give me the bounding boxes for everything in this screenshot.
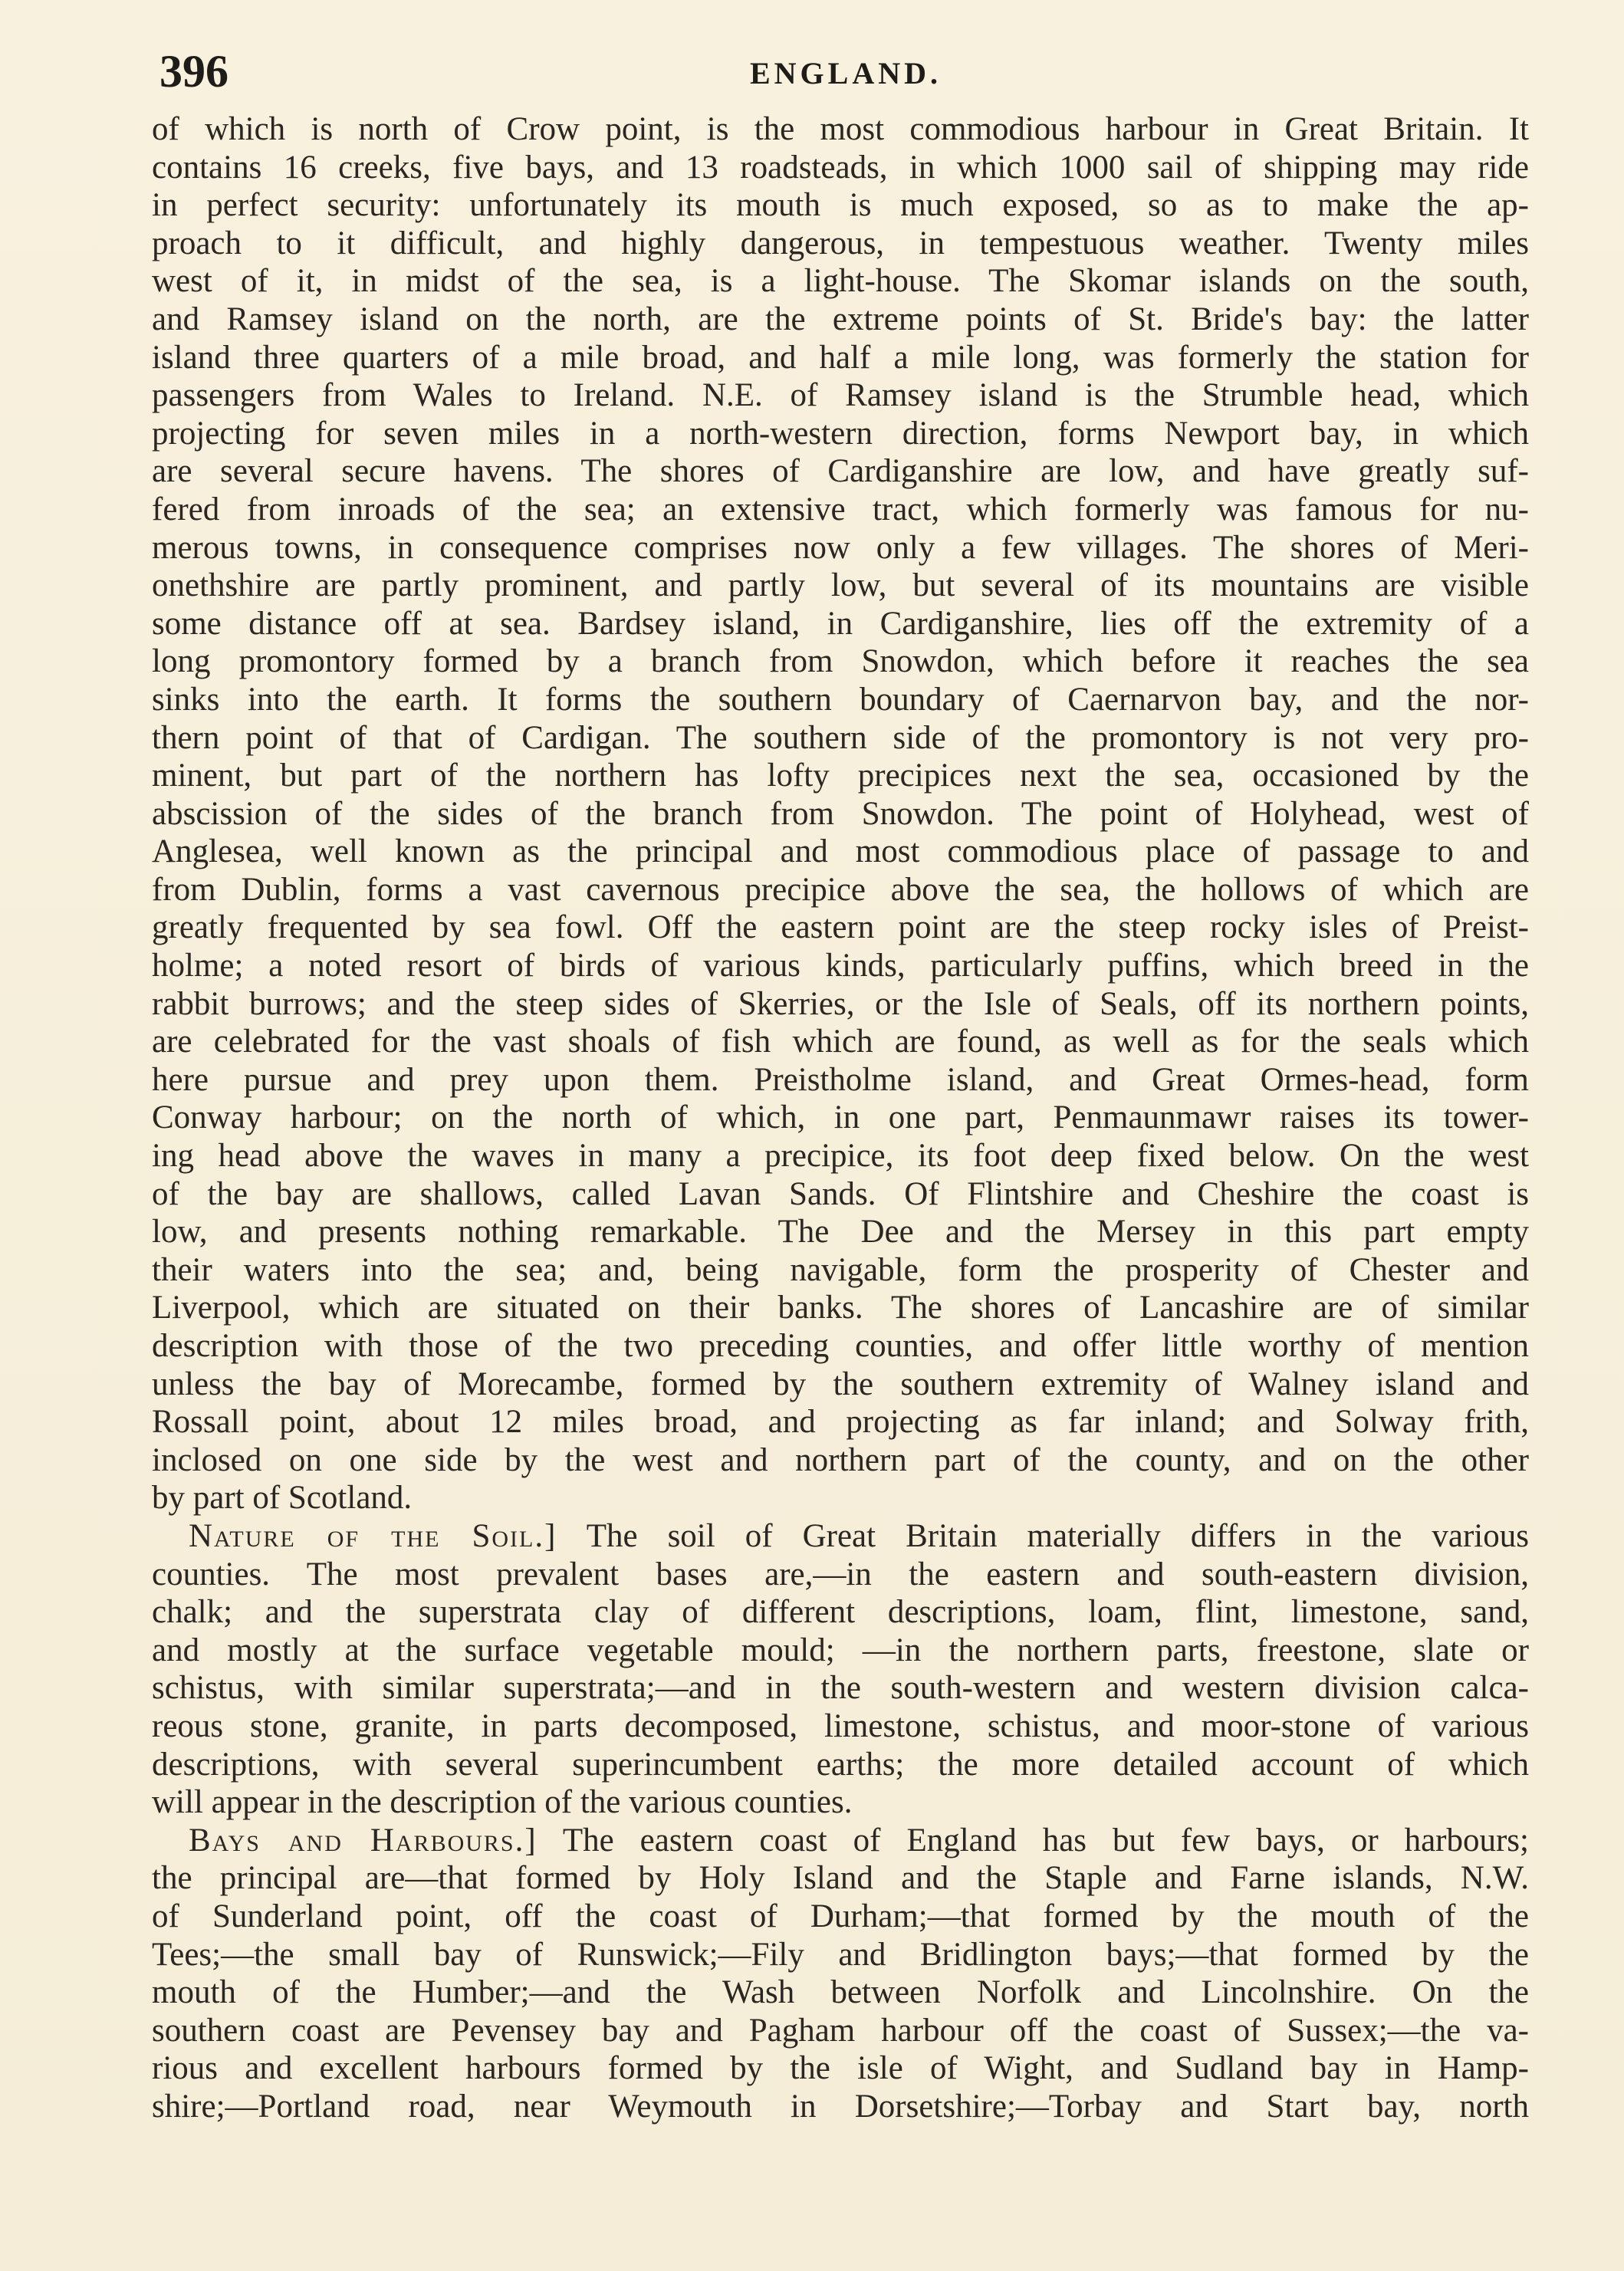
- text-line: west of it, in midst of the sea, is a light-house. The Skomar islands on the south,: [152, 263, 1529, 300]
- text-line: holme; a noted resort of birds of various kinds, particularly puffins, which breed in the: [152, 948, 1529, 984]
- text-line: passengers from Wales to Ireland. N.E. of Ramsey island is the Strumble head, which: [152, 377, 1529, 414]
- paragraph-bays-and-harbours: [152, 1822, 1529, 2126]
- text-line: Anglesea, well known as the principal and most commodious place of passage to and: [152, 833, 1529, 870]
- text-line: fered from inroads of the sea; an extensive tract, which formerly was famous for nu-: [152, 491, 1529, 527]
- text-line: and mostly at the surface vegetable mould; —in the northern parts, freestone, slate or: [152, 1632, 1529, 1668]
- text-line: thern point of that of Cardigan. The southern side of the promontory is not very pro-: [152, 719, 1529, 756]
- text-line: are several secure havens. The shores of Cardiganshire are low, and have greatly suf-: [152, 453, 1529, 490]
- text-line: from Dublin, forms a vast cavernous precipice above the sea, the hollows of which are: [152, 871, 1529, 908]
- text-line: onethshire are partly prominent, and partly low, but several of its mountains are visible: [152, 567, 1529, 604]
- text-line: [152, 1517, 1529, 1556]
- text-line: long promontory formed by a branch from Snowdon, which before it reaches the sea: [152, 643, 1529, 680]
- text-line: in perfect security: unfortunately its mouth is much exposed, so as to make the ap-: [152, 187, 1529, 224]
- text-line: unless the bay of Morecambe, formed by the southern extremity of Walney island and: [152, 1366, 1529, 1402]
- text-line: and Ramsey island on the north, are the extreme points of St. Bride's bay: the latter: [152, 301, 1529, 337]
- text-fragment: The soil of Great Britain materially differs in the various: [557, 1517, 1529, 1554]
- text-line: minent, but part of the northern has lofty precipices next the sea, occasioned by the: [152, 758, 1529, 794]
- text-line: sinks into the earth. It forms the southern boundary of Caernarvon bay, and the nor-: [152, 681, 1529, 718]
- text-line: descriptions, with several superincumbent earths; the more detailed account of which: [152, 1746, 1529, 1783]
- text-line: some distance off at sea. Bardsey island, in Cardiganshire, lies off the extremity of a: [152, 605, 1529, 642]
- text-line: of which is north of Crow point, is the most commodious harbour in Great Britain. It: [152, 111, 1529, 147]
- text-line: mouth of the Humber;—and the Wash between Norfolk and Lincolnshire. On the: [152, 1974, 1529, 2011]
- running-head: ENGLAND.: [749, 56, 942, 90]
- page-header: [159, 44, 1532, 98]
- page-number: 396: [159, 46, 228, 97]
- text-line: contains 16 creeks, five bays, and 13 roadsteads, in which 1000 sail of shipping may ride: [152, 149, 1529, 186]
- text-line: merous towns, in consequence comprises now only a few villages. The shores of Meri-: [152, 529, 1529, 566]
- text-line: are celebrated for the vast shoals of fish which are found, as well as for the seals which: [152, 1024, 1529, 1060]
- text-line: rabbit burrows; and the steep sides of Skerries, or the Isle of Seals, off its northern points,: [152, 985, 1529, 1022]
- text-line: counties. The most prevalent bases are,—in the eastern and south-eastern division,: [152, 1556, 1529, 1592]
- text-line: by part of Scotland.: [152, 1480, 413, 1517]
- text-line: shire;—Portland road, near Weymouth in Dorsetshire;—Torbay and Start bay, north: [152, 2088, 1529, 2125]
- text-line: of the bay are shallows, called Lavan Sands. Of Flintshire and Cheshire the coast is: [152, 1175, 1529, 1212]
- text-line: projecting for seven miles in a north-western direction, forms Newport bay, in which: [152, 415, 1529, 452]
- text-line: reous stone, granite, in parts decomposed, limestone, schistus, and moor-stone of various: [152, 1707, 1529, 1744]
- text-line: Conway harbour; on the north of which, in one part, Penmaunmawr raises its tower-: [152, 1099, 1529, 1136]
- text-line: Rossall point, about 12 miles broad, and projecting as far inland; and Solway frith,: [152, 1404, 1529, 1441]
- text-line: ing head above the waves in many a precipice, its foot deep fixed below. On the west: [152, 1138, 1529, 1175]
- body-text: [152, 110, 1529, 2125]
- text-line: Tees;—the small bay of Runswick;—Fily and Bridlington bays;—that formed by the: [152, 1936, 1529, 1973]
- text-line: rious and excellent harbours formed by the isle of Wight, and Sudland bay in Hamp-: [152, 2050, 1529, 2087]
- text-line: of Sunderland point, off the coast of Durham;—that formed by the mouth of the: [152, 1898, 1529, 1934]
- text-fragment: The eastern coast of England has but few bays, or harbours;: [537, 1822, 1529, 1859]
- paragraph-nature-of-soil: [152, 1517, 1529, 1822]
- text-line: greatly frequented by sea fowl. Off the eastern point are the steep rocky isles of Preist-: [152, 909, 1529, 946]
- text-line: southern coast are Pevensey bay and Pagham harbour off the coast of Sussex;—the va-: [152, 2012, 1529, 2049]
- text-line: the principal are—that formed by Holy Island and the Staple and Farne islands, N.W.: [152, 1860, 1529, 1897]
- text-line: description with those of the two preceding counties, and offer little worthy of mention: [152, 1328, 1529, 1364]
- text-line: island three quarters of a mile broad, and half a mile long, was formerly the station for: [152, 339, 1529, 376]
- text-line: Liverpool, which are situated on their banks. The shores of Lancashire are of similar: [152, 1290, 1529, 1326]
- paragraph-coastline: [152, 110, 1529, 1517]
- text-line: chalk; and the superstrata clay of different descriptions, loam, flint, limestone, sand,: [152, 1594, 1529, 1631]
- text-line: abscission of the sides of the branch from Snowdon. The point of Holyhead, west of: [152, 795, 1529, 832]
- section-head-soil: Nature of the Soil.]: [189, 1517, 557, 1554]
- text-line: will appear in the description of the various counties.: [152, 1784, 853, 1821]
- text-line: [152, 1822, 1529, 1860]
- text-line: their waters into the sea; and, being navigable, form the prosperity of Chester and: [152, 1251, 1529, 1288]
- text-line: proach to it difficult, and highly dangerous, in tempestuous weather. Twenty miles: [152, 225, 1529, 261]
- text-line: low, and presents nothing remarkable. The Dee and the Mersey in this part empty: [152, 1214, 1529, 1251]
- text-line: inclosed on one side by the west and northern part of the county, and on the other: [152, 1441, 1529, 1478]
- text-line: schistus, with similar superstrata;—and in the south-western and western division calca-: [152, 1670, 1529, 1707]
- text-line: here pursue and prey upon them. Preistholme island, and Great Ormes-head, form: [152, 1061, 1529, 1098]
- section-head-bays: Bays and Harbours.]: [189, 1822, 537, 1859]
